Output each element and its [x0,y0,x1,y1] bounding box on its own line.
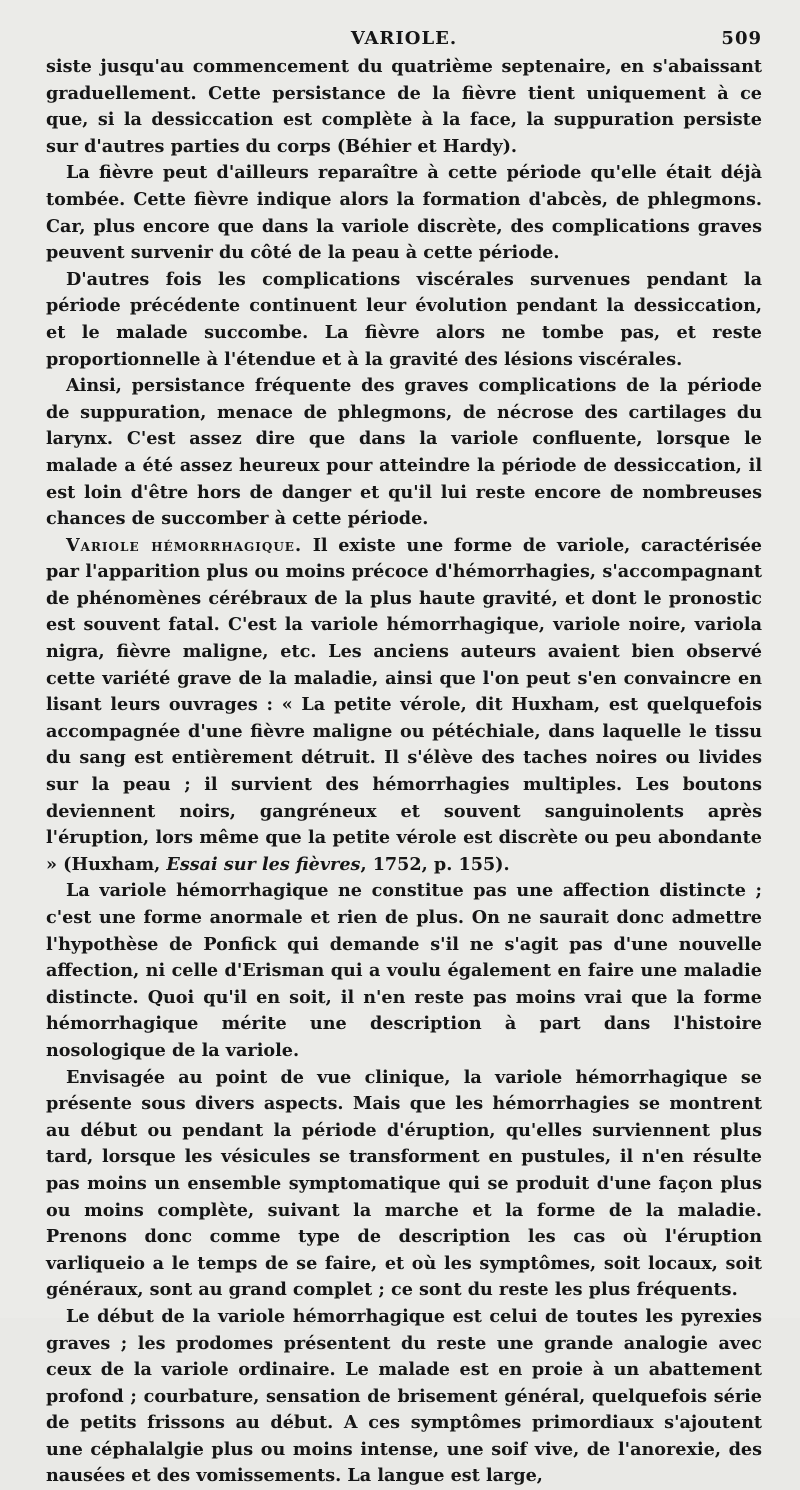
page-number: 509 [721,28,762,49]
citation-title: Essai sur les fièvres [166,853,361,875]
paragraph-4: Ainsi, persistance fréquente des graves complications de la période de suppuration, menace de phlegmons, de nécrose des cartilages du larynx. C'est assez dire que dans la variole confluente, lorsque le malade a été assez heureux pour atteindre la période de dessiccation, il est loin d'être hors de danger et qu'il lui reste encore de nombreuses chances de succomber à cette période. [46,375,762,530]
running-title: VARIOLE. [350,28,458,49]
section-heading: Variole hémorrhagique. [66,534,303,556]
paragraph-5 [46,533,762,879]
paragraph-7: Envisagée au point de vue clinique, la variole hémorrhagique se présente sous divers aspects. Mais que les hémorrhagies se montrent au début ou pendant la période d'éruption, qu'elles surviennent plus tard, lorsque les vésicules se transforment en pustules, il n'en résulte pas moins un ensemble symptomatique qui se produit d'une façon plus ou moins complète, suivant la marche et la forme de la maladie. Prenons donc comme type de description les cas où l'éruption varliqueio a le temps de se faire, et où les symptômes, soit locaux, soit généraux, sont au grand complet ; ce sont du reste les plus fréquents. [46,1066,762,1301]
paragraph-6: La variole hémorrhagique ne constitue pas une affection distincte ; c'est une forme anormale et rien de plus. On ne saurait donc admettre l'hypothèse de Ponfick qui demande s'il ne s'agit pas d'une nouvelle affection, ni celle d'Erisman qui a voulu également en faire une maladie distincte. Quoi qu'il en soit, il n'en reste pas moins vrai que la forme hémorrhagique mérite une description à part dans l'histoire nosologique de la variole. [46,880,762,1061]
citation-details: , 1752, p. 155). [360,853,510,875]
paragraph-3: D'autres fois les complications viscérales survenues pendant la période précédente continuent leur évolution pendant la dessiccation, et le malade succombe. La fièvre alors ne tombe pas, et reste proportionnelle à l'étendue et à la gravité des lésions viscérales. [46,268,762,370]
paragraph-8: Le début de la variole hémorrhagique est celui de toutes les pyrexies graves ; les prodomes présentent du reste une grande analogie avec ceux de la variole ordinaire. Le malade est en proie à un abattement profond ; courbature, sensation de brisement général, quelquefois série de petits frissons au début. A ces symptômes primordiaux s'ajoutent une céphalalgie plus ou moins intense, une soif vive, de l'anorexie, des nausées et des vomissements. La langue est large, [46,1305,762,1487]
running-head [46,28,762,54]
paragraph-5-text: Il existe une forme de variole, caractérisée par l'apparition plus ou moins précoce d'hémorrhagies, s'accompagnant de phénomènes cérébraux de la plus haute gravité, et dont le pronostic est souvent fatal. C'est la variole hémorrhagique, variole noire, variola nigra, fièvre maligne, etc. Les anciens auteurs avaient bien observé cette variété grave de la maladie, ainsi que l'on peut s'en convaincre en lisant leurs ouvrages : « La petite vérole, dit Huxham, est quelquefois accompagnée d'une fièvre maligne ou pétéchiale, dans laquelle le tissu du sang est entièrement détruit. Il s'élève des taches noires ou livides sur la peau ; il survient des hémorrhagies multiples. Les boutons deviennent noirs, gangréneux et souvent sanguinolents après l'éruption, lors même que la petite vérole est discrète ou peu abondante » (Huxham, [46,534,762,875]
body-text [46,54,762,1490]
paragraph-1: siste jusqu'au commencement du quatrième septenaire, en s'abaissant graduellement. Cette persistance de la fièvre tient uniquement à ce que, si la dessiccation est complète à la face, la suppuration persiste sur d'autres parties du corps (Béhier et Hardy). [46,56,762,157]
paragraph-2: La fièvre peut d'ailleurs reparaître à cette période qu'elle était déjà tombée. Cette fièvre indique alors la formation d'abcès, de phlegmons. Car, plus encore que dans la variole discrète, des complications graves peuvent survenir du côté de la peau à cette période. [46,162,762,264]
